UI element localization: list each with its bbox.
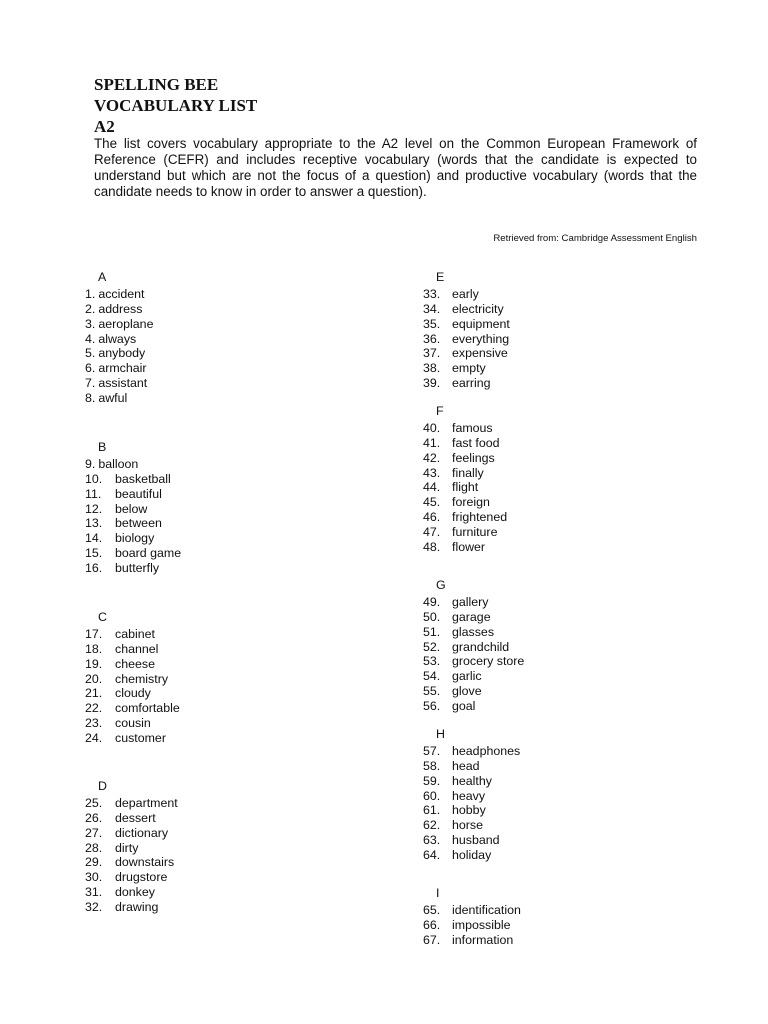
word-number: 60. [423,788,441,803]
word-text: goal [452,698,476,713]
word-item [85,546,182,561]
word-item [423,684,482,699]
word-item [423,847,492,863]
word-item [423,903,521,918]
word-item [85,486,162,502]
word-number: 55. [423,684,441,699]
word-list [423,903,521,948]
word-item [423,524,498,540]
word-item [85,560,160,576]
word-item [423,609,491,625]
word-item [85,885,155,900]
word-text: assistant [98,376,148,391]
word-item [423,465,484,481]
word-number: 46. [423,510,441,525]
word-number: 29. [85,855,103,870]
word-text: cousin [115,716,151,731]
word-item [85,656,155,672]
word-number: 64. [423,847,441,862]
word-number: 42. [423,450,441,465]
word-text: basketball [115,471,171,486]
word-item [423,917,511,933]
word-text: husband [452,833,500,848]
word-text: furniture [452,524,498,539]
word-number: 9. [85,457,96,471]
word-number: 38. [423,361,441,376]
word-text: butterfly [115,560,160,575]
word-text: anybody [98,346,146,361]
word-number: 7. [85,376,96,391]
word-text: garlic [452,669,482,684]
word-number: 30. [85,870,103,885]
word-number: 12. [85,501,103,516]
word-item [85,810,156,826]
word-text: glove [452,684,482,699]
word-item [85,516,162,531]
word-number: 35. [423,316,441,331]
word-text: drugstore [115,870,168,885]
word-text: finally [452,465,484,480]
word-text: information [452,932,514,947]
word-number: 23. [85,716,103,731]
word-item [85,716,151,731]
word-item [85,686,151,701]
word-text: headphones [452,744,521,758]
word-number: 57. [423,744,441,758]
word-text: biology [115,531,155,546]
word-number: 21. [85,686,103,701]
word-text: armchair [98,361,147,376]
word-item [423,480,479,495]
word-number: 15. [85,546,103,561]
word-item [423,301,504,317]
level-heading: A2 [94,117,115,136]
word-text: garage [452,609,491,624]
word-text: empty [452,361,486,376]
word-text: beautiful [115,486,162,501]
word-number: 6. [85,361,96,376]
word-number: 44. [423,480,441,495]
section-letter: G [436,578,446,592]
word-number: 1. [85,287,96,301]
word-item [423,316,510,332]
word-item [423,818,483,833]
word-number: 66. [423,917,441,932]
word-item [423,495,490,510]
word-item [85,302,153,317]
word-list [423,595,525,714]
word-item [85,855,175,870]
word-item [423,803,486,818]
word-item [423,331,510,347]
word-item [423,595,489,610]
word-text: heavy [452,788,486,803]
word-number: 13. [85,516,103,531]
word-text: awful [98,390,128,405]
word-text: famous [452,421,493,435]
word-number: 58. [423,758,441,773]
word-number: 59. [423,773,441,788]
word-text: cheese [115,656,155,671]
word-text: everything [452,331,510,346]
word-text: dessert [115,810,156,825]
word-text: aeroplane [98,316,154,331]
word-text: earring [452,376,491,391]
source-attribution: Retrieved from: Cambridge Assessment English [493,233,697,244]
word-text: electricity [452,301,504,316]
word-item [85,730,166,746]
word-text: horse [452,818,483,833]
word-text: foreign [452,495,490,510]
word-text: comfortable [115,701,180,716]
word-item [85,471,171,487]
word-number: 40. [423,421,441,435]
word-number: 11. [85,486,102,501]
word-number: 5. [85,346,96,361]
word-text: feelings [452,450,495,465]
word-number: 33. [423,287,441,301]
word-item [85,627,155,642]
section-letter: C [98,610,107,624]
word-number: 37. [423,346,441,361]
word-number: 18. [85,641,103,656]
word-number: 28. [85,840,103,855]
word-number: 61. [423,803,441,818]
section-letter: H [436,727,445,741]
word-text: always [98,331,137,346]
word-number: 45. [423,495,441,510]
word-item [423,361,486,376]
word-number: 19. [85,656,103,671]
word-number: 24. [85,730,103,745]
word-number: 4. [85,331,96,346]
word-item [85,346,153,361]
word-number: 51. [423,624,441,639]
word-number: 41. [423,435,441,450]
word-item [85,457,138,472]
word-text: grocery store [452,654,525,669]
word-item [85,391,153,406]
word-number: 39. [423,376,441,391]
word-number: 34. [423,301,441,316]
word-text: hobby [452,803,486,818]
word-item [85,361,153,376]
word-text: early [452,287,479,301]
word-text: channel [115,641,159,656]
word-number: 2. [85,301,96,316]
word-text: head [452,758,480,773]
word-text: cabinet [115,627,155,641]
word-text: healthy [452,773,492,788]
word-number: 47. [423,524,441,539]
word-number: 25. [85,796,103,810]
word-number: 22. [85,701,103,716]
word-number: 31. [85,885,103,900]
word-number: 50. [423,609,441,624]
word-text: identification [452,903,521,917]
word-text: grandchild [452,639,510,654]
section-letter: E [436,270,445,284]
word-item [423,669,482,684]
word-item [423,758,480,774]
section-letter: B [98,440,107,454]
word-number: 62. [423,818,441,833]
word-text: dirty [115,840,139,855]
word-item [85,376,153,391]
word-item [85,899,159,915]
word-number: 32. [85,899,103,914]
intro-paragraph: The list covers vocabulary appropriate to the A2 level on the Common European Framework of Reference (CEFR) and includes receptive vocabulary (words that the candidate is expected to understand but which are not the focus of a question) and productive vocabulary (words that the candidate needs to know in order to answer a question). [94,136,697,199]
word-text: customer [115,730,166,745]
word-item [423,539,486,555]
section-letter: F [436,404,444,418]
word-item [85,317,153,332]
word-text: fast food [452,435,500,450]
word-item [423,639,510,655]
word-text: accident [98,287,145,301]
word-list [423,287,510,391]
word-number: 20. [85,671,103,686]
word-number: 54. [423,669,441,684]
word-item [85,287,153,302]
word-text: donkey [115,885,155,900]
word-item [85,840,139,856]
section-letter: I [436,886,440,900]
word-number: 17. [85,627,103,641]
word-item [423,932,514,948]
word-item [423,788,486,804]
word-text: drawing [115,899,159,914]
word-list [85,287,153,406]
word-item [85,701,180,716]
word-item [85,641,159,657]
word-text: equipment [452,316,510,331]
word-number: 16. [85,560,103,575]
word-number: 56. [423,698,441,713]
word-text: address [98,301,143,316]
word-item [423,287,479,302]
word-item [85,870,168,885]
section-letter: A [98,270,107,284]
document-title: SPELLING BEE [94,75,219,94]
section-letter: D [98,779,107,793]
word-text: glasses [452,624,495,639]
word-number: 14. [85,531,103,546]
word-text: below [115,501,148,516]
word-number: 43. [423,465,441,480]
word-number: 8. [85,390,96,405]
word-text: gallery [452,595,489,609]
word-text: chemistry [115,671,169,686]
word-text: board game [115,546,182,561]
word-item [423,654,525,669]
word-number: 10. [85,471,103,486]
word-item [423,450,495,466]
word-text: downstairs [115,855,175,870]
word-item [423,833,500,848]
word-item [85,332,153,347]
word-item [423,744,521,759]
word-number: 36. [423,331,441,346]
word-text: department [115,796,178,810]
word-list [85,796,178,915]
word-number: 3. [85,316,96,331]
word-item [423,346,508,361]
word-item [423,510,508,525]
word-number: 63. [423,833,441,848]
word-number: 49. [423,595,441,609]
word-list [423,744,521,863]
word-item [85,825,169,841]
word-text: cloudy [115,686,151,701]
word-text: holiday [452,847,492,862]
word-number: 26. [85,810,103,825]
word-list [85,627,180,746]
word-item [85,671,169,687]
word-item [423,376,491,391]
word-item [423,698,476,714]
word-item [423,773,492,789]
document-subtitle: VOCABULARY LIST [94,96,258,115]
word-text: flight [452,480,479,495]
word-item [423,421,493,436]
word-item [423,624,495,640]
word-item [85,796,178,811]
word-number: 48. [423,539,441,554]
word-number: 27. [85,825,103,840]
word-number: 65. [423,903,441,917]
word-number: 53. [423,654,441,669]
word-text: impossible [452,917,511,932]
word-text: flower [452,539,486,554]
word-text: dictionary [115,825,169,840]
word-text: frightened [452,510,508,525]
word-item [85,501,148,517]
word-list [423,421,508,555]
word-item [423,435,500,451]
word-number: 67. [423,932,441,947]
word-text: balloon [98,457,139,471]
word-number: 52. [423,639,441,654]
word-text: expensive [452,346,508,361]
word-text: between [115,516,162,531]
word-item [85,531,155,546]
word-list [85,457,182,576]
